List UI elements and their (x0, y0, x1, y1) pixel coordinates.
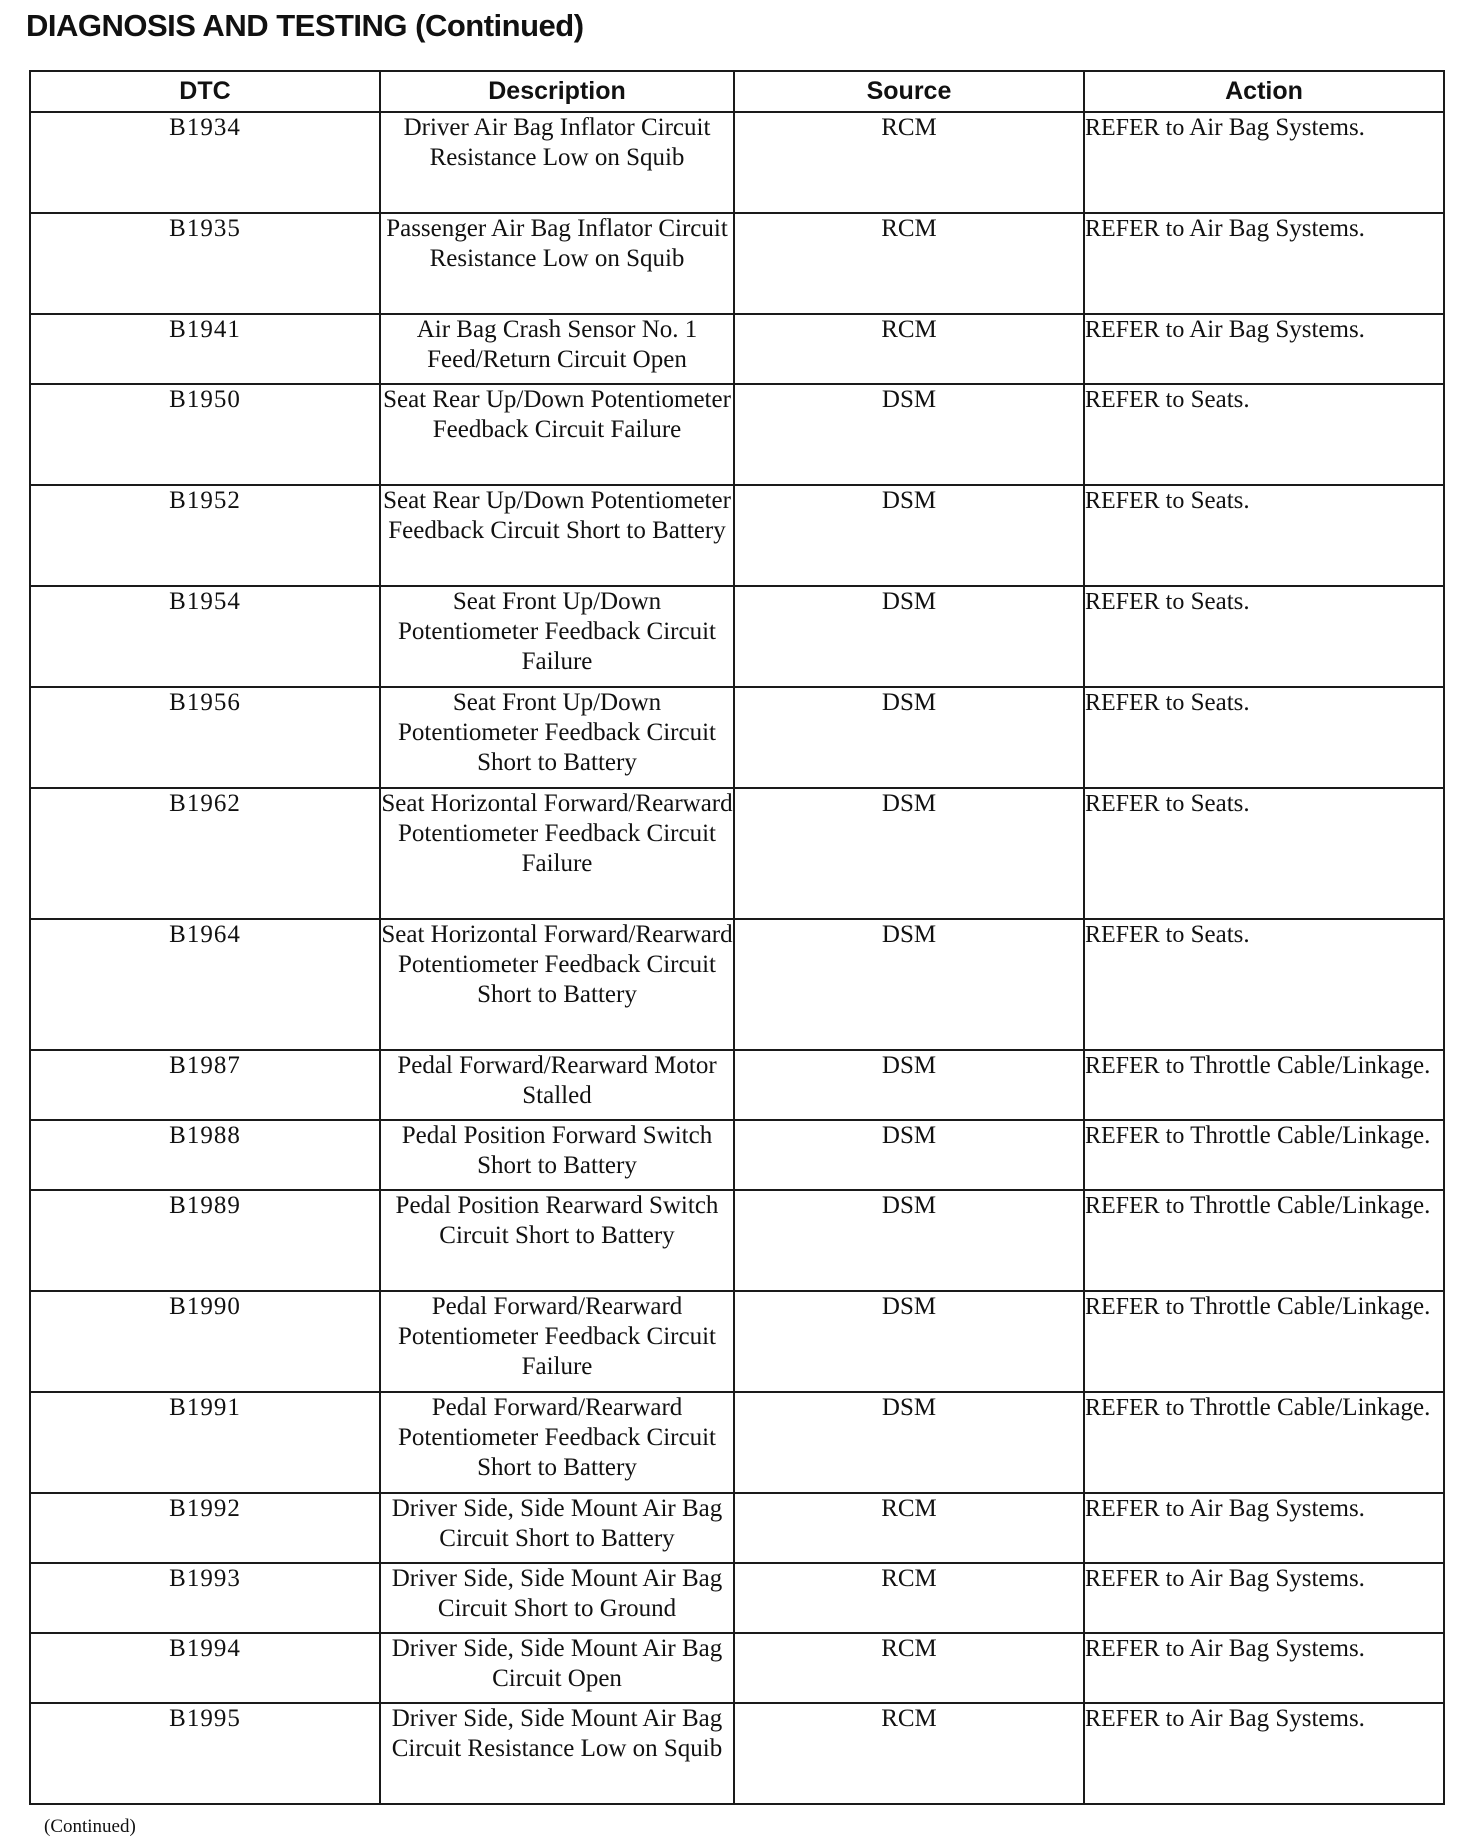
table-row (30, 1563, 1444, 1633)
dtc-action (1084, 1120, 1444, 1190)
dtc-source: RCM (734, 1493, 1084, 1563)
action-target: Throttle Cable/Linkage. (1190, 1052, 1431, 1079)
dtc-action (1084, 1493, 1444, 1563)
action-target: Air Bag Systems. (1189, 316, 1365, 343)
table-row (30, 687, 1444, 788)
table-row (30, 586, 1444, 687)
action-prefix: REFER to (1085, 1636, 1185, 1662)
action-prefix: REFER to (1085, 1053, 1185, 1079)
dtc-code: B1952 (30, 485, 380, 586)
action-target: Air Bag Systems. (1189, 1705, 1365, 1732)
action-prefix: REFER to (1085, 589, 1185, 615)
dtc-description: Seat Rear Up/Down Potentiometer Feedback Circuit Short to Battery (380, 485, 734, 586)
dtc-code: B1994 (30, 1633, 380, 1703)
dtc-code: B1992 (30, 1493, 380, 1563)
dtc-description: Seat Horizontal Forward/Rearward Potentiometer Feedback Circuit Failure (380, 788, 734, 919)
dtc-description: Seat Horizontal Forward/Rearward Potentiometer Feedback Circuit Short to Battery (380, 919, 734, 1050)
dtc-description: Pedal Forward/Rearward Motor Stalled (380, 1050, 734, 1120)
table-row (30, 384, 1444, 485)
action-target: Seats. (1190, 790, 1250, 817)
action-prefix: REFER to (1085, 791, 1185, 817)
action-target: Air Bag Systems. (1189, 1635, 1365, 1662)
action-prefix: REFER to (1085, 216, 1185, 242)
dtc-code: B1935 (30, 213, 380, 314)
dtc-source: DSM (734, 1392, 1084, 1493)
dtc-source: RCM (734, 314, 1084, 384)
dtc-code: B1950 (30, 384, 380, 485)
dtc-description: Pedal Position Rearward Switch Circuit Short to Battery (380, 1190, 734, 1291)
dtc-source: DSM (734, 586, 1084, 687)
header-action: Action (1084, 71, 1444, 112)
dtc-description: Pedal Forward/Rearward Potentiometer Feedback Circuit Short to Battery (380, 1392, 734, 1493)
action-target: Seats. (1190, 921, 1250, 948)
action-prefix: REFER to (1085, 115, 1185, 141)
dtc-description: Driver Side, Side Mount Air Bag Circuit Short to Ground (380, 1563, 734, 1633)
dtc-source: RCM (734, 1563, 1084, 1633)
dtc-code: B1956 (30, 687, 380, 788)
table-row (30, 1703, 1444, 1804)
header-dtc: DTC (30, 71, 380, 112)
action-prefix: REFER to (1085, 1706, 1185, 1732)
dtc-source: DSM (734, 1050, 1084, 1120)
dtc-code: B1991 (30, 1392, 380, 1493)
table-row (30, 112, 1444, 213)
action-target: Throttle Cable/Linkage. (1190, 1394, 1431, 1421)
table-row (30, 1050, 1444, 1120)
table-row (30, 1392, 1444, 1493)
table-row (30, 1633, 1444, 1703)
dtc-description: Pedal Position Forward Switch Short to Battery (380, 1120, 734, 1190)
dtc-code: B1954 (30, 586, 380, 687)
action-prefix: REFER to (1085, 1395, 1185, 1421)
action-target: Throttle Cable/Linkage. (1190, 1293, 1431, 1320)
dtc-action (1084, 788, 1444, 919)
dtc-source: DSM (734, 788, 1084, 919)
action-prefix: REFER to (1085, 387, 1185, 413)
dtc-source: RCM (734, 1633, 1084, 1703)
dtc-description: Seat Rear Up/Down Potentiometer Feedback Circuit Failure (380, 384, 734, 485)
table-row (30, 919, 1444, 1050)
dtc-code: B1962 (30, 788, 380, 919)
dtc-action (1084, 112, 1444, 213)
dtc-code: B1990 (30, 1291, 380, 1392)
action-target: Air Bag Systems. (1189, 114, 1365, 141)
action-prefix: REFER to (1085, 317, 1185, 343)
table-row (30, 314, 1444, 384)
dtc-source: DSM (734, 687, 1084, 788)
dtc-source: RCM (734, 213, 1084, 314)
dtc-action (1084, 586, 1444, 687)
dtc-description: Driver Side, Side Mount Air Bag Circuit Short to Battery (380, 1493, 734, 1563)
dtc-description: Driver Air Bag Inflator Circuit Resistance Low on Squib (380, 112, 734, 213)
dtc-code: B1941 (30, 314, 380, 384)
table-row (30, 1493, 1444, 1563)
action-target: Air Bag Systems. (1189, 1565, 1365, 1592)
action-target: Air Bag Systems. (1189, 1495, 1365, 1522)
table-row (30, 485, 1444, 586)
dtc-description: Driver Side, Side Mount Air Bag Circuit Resistance Low on Squib (380, 1703, 734, 1804)
dtc-source: DSM (734, 1291, 1084, 1392)
dtc-source: DSM (734, 1190, 1084, 1291)
table-row (30, 1291, 1444, 1392)
action-prefix: REFER to (1085, 1566, 1185, 1592)
dtc-code: B1993 (30, 1563, 380, 1633)
action-target: Air Bag Systems. (1189, 215, 1365, 242)
action-prefix: REFER to (1085, 922, 1185, 948)
table-row (30, 1190, 1444, 1291)
header-description: Description (380, 71, 734, 112)
action-prefix: REFER to (1085, 690, 1185, 716)
dtc-source: RCM (734, 112, 1084, 213)
dtc-action (1084, 1563, 1444, 1633)
dtc-action (1084, 314, 1444, 384)
dtc-description: Passenger Air Bag Inflator Circuit Resistance Low on Squib (380, 213, 734, 314)
table-header-row (30, 71, 1444, 112)
dtc-action (1084, 485, 1444, 586)
table-row (30, 213, 1444, 314)
dtc-description: Seat Front Up/Down Potentiometer Feedback Circuit Short to Battery (380, 687, 734, 788)
dtc-action (1084, 919, 1444, 1050)
action-target: Throttle Cable/Linkage. (1190, 1122, 1431, 1149)
table-row (30, 1120, 1444, 1190)
action-target: Throttle Cable/Linkage. (1190, 1192, 1431, 1219)
dtc-action (1084, 213, 1444, 314)
dtc-description: Seat Front Up/Down Potentiometer Feedback Circuit Failure (380, 586, 734, 687)
dtc-code: B1989 (30, 1190, 380, 1291)
dtc-code: B1934 (30, 112, 380, 213)
dtc-action (1084, 1703, 1444, 1804)
action-prefix: REFER to (1085, 1193, 1185, 1219)
action-prefix: REFER to (1085, 1123, 1185, 1149)
dtc-action (1084, 1392, 1444, 1493)
page-title: DIAGNOSIS AND TESTING (Continued) (26, 8, 584, 43)
action-prefix: REFER to (1085, 1496, 1185, 1522)
dtc-source: DSM (734, 485, 1084, 586)
continued-note: (Continued) (44, 1816, 136, 1837)
table-row (30, 788, 1444, 919)
header-source: Source (734, 71, 1084, 112)
action-prefix: REFER to (1085, 488, 1185, 514)
dtc-description: Air Bag Crash Sensor No. 1 Feed/Return Circuit Open (380, 314, 734, 384)
dtc-action (1084, 687, 1444, 788)
action-target: Seats. (1190, 386, 1250, 413)
dtc-description: Pedal Forward/Rearward Potentiometer Feedback Circuit Failure (380, 1291, 734, 1392)
dtc-source: DSM (734, 384, 1084, 485)
dtc-source: DSM (734, 1120, 1084, 1190)
dtc-code: B1987 (30, 1050, 380, 1120)
dtc-code: B1988 (30, 1120, 380, 1190)
dtc-source: RCM (734, 1703, 1084, 1804)
dtc-action (1084, 1190, 1444, 1291)
dtc-table (29, 70, 1445, 1805)
dtc-code: B1964 (30, 919, 380, 1050)
dtc-source: DSM (734, 919, 1084, 1050)
dtc-action (1084, 1050, 1444, 1120)
action-target: Seats. (1190, 487, 1250, 514)
dtc-action (1084, 1291, 1444, 1392)
action-target: Seats. (1190, 689, 1250, 716)
dtc-description: Driver Side, Side Mount Air Bag Circuit Open (380, 1633, 734, 1703)
dtc-action (1084, 1633, 1444, 1703)
dtc-action (1084, 384, 1444, 485)
dtc-code: B1995 (30, 1703, 380, 1804)
action-prefix: REFER to (1085, 1294, 1185, 1320)
action-target: Seats. (1190, 588, 1250, 615)
